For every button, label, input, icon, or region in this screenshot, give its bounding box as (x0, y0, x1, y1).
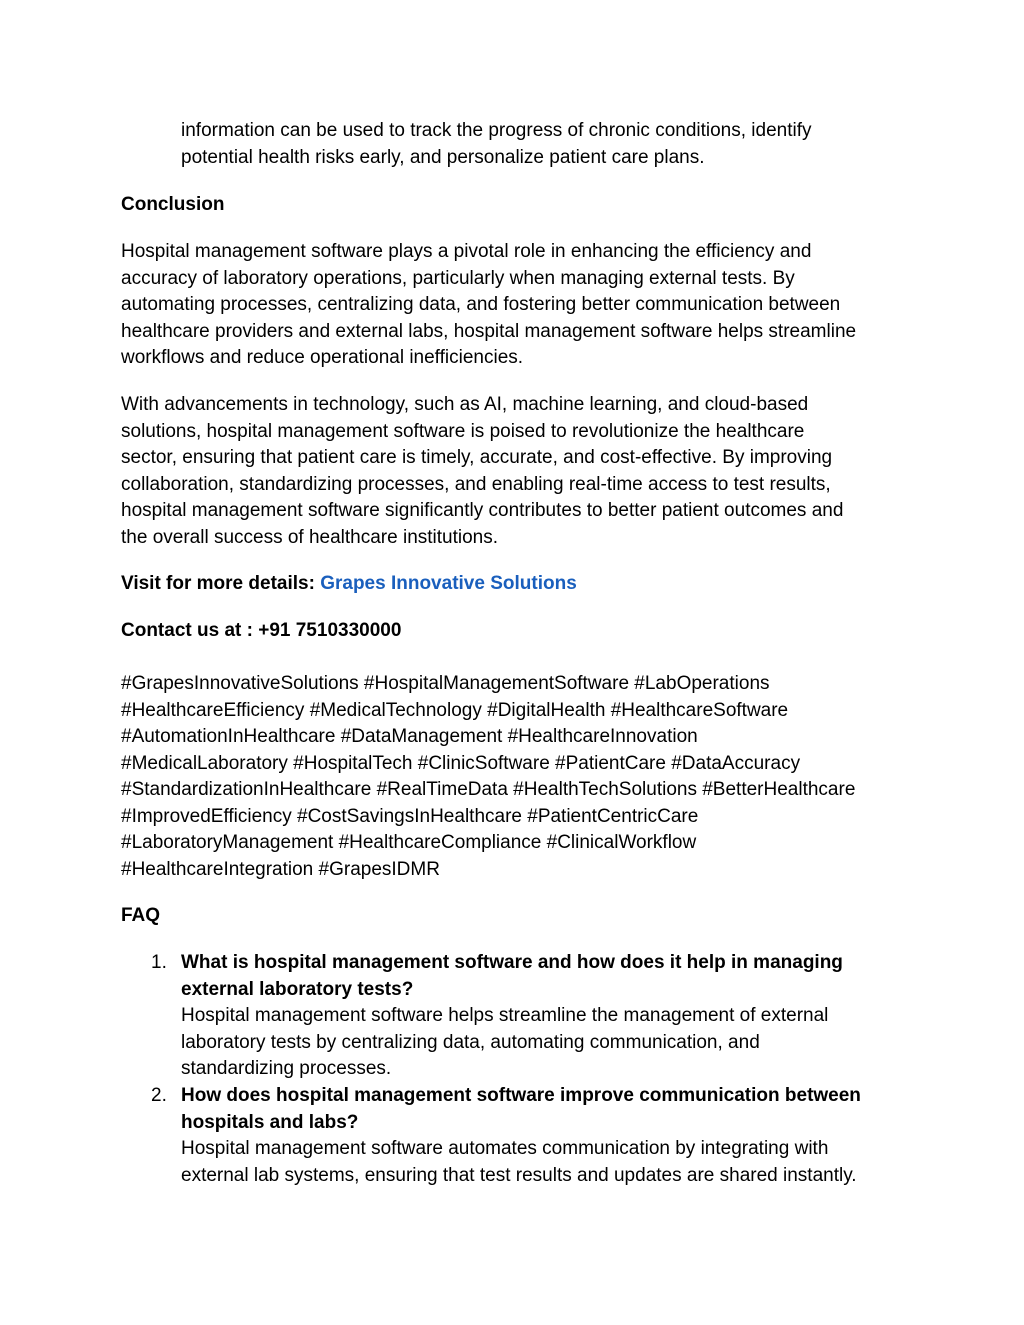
hashtag-line: #MedicalLaboratory #HospitalTech #ClinicSoftware #PatientCare #DataAccuracy (121, 752, 801, 774)
faq-answer-line: standardizing processes. (181, 1058, 392, 1079)
hashtag-line: #HealthcareIntegration #GrapesIDMR (121, 858, 440, 880)
faq-number: 1. (151, 952, 167, 973)
hashtag-line: #HealthcareEfficiency #MedicalTechnology #DigitalHealth #HealthcareSoftware (121, 699, 789, 721)
paragraph-line: workflows and reduce operational inefficiencies. (121, 347, 524, 368)
faq-answer-line: Hospital management software helps streamline the management of external (181, 1005, 829, 1026)
hashtag-line: #ImprovedEfficiency #CostSavingsInHealthcare #PatientCentricCare (121, 805, 699, 827)
document-page (121, 0, 911, 1325)
paragraph-line: With advancements in technology, such as AI, machine learning, and cloud-based (121, 394, 809, 415)
hashtags-block (121, 671, 911, 883)
faq-question-line: What is hospital management software and how does it help in managing (181, 952, 843, 973)
contact-line: Contact us at : +91 7510330000 (121, 620, 402, 641)
faq-question-line: external laboratory tests? (181, 978, 414, 1000)
conclusion-paragraph-2 (121, 392, 911, 551)
faq-number: 2. (151, 1085, 167, 1106)
paragraph-line: healthcare providers and external labs, hospital management software helps streamline (121, 320, 857, 342)
conclusion-heading: Conclusion (121, 194, 225, 215)
conclusion-paragraph-1 (121, 239, 911, 372)
paragraph-line: sector, ensuring that patient care is timely, accurate, and cost-effective. By improving (121, 447, 833, 468)
intro-line: information can be used to track the progress of chronic conditions, identify (181, 120, 812, 141)
intro-continuation (181, 118, 911, 171)
paragraph-line: solutions, hospital management software is poised to revolutionize the healthcare (121, 420, 805, 442)
paragraph-line: automating processes, centralizing data, and fostering better communication between (121, 294, 841, 315)
faq-answer-line: external lab systems, ensuring that test results and updates are shared instantly. (181, 1164, 857, 1186)
hashtag-line: #GrapesInnovativeSolutions #HospitalManagementSoftware #LabOperations (121, 673, 770, 694)
faq-question-line: hospitals and labs? (181, 1111, 359, 1133)
paragraph-line: the overall success of healthcare institutions. (121, 526, 499, 548)
intro-line: potential health risks early, and personalize patient care plans. (181, 146, 705, 168)
faq-heading: FAQ (121, 905, 161, 926)
visit-label: Visit for more details: (121, 573, 321, 594)
hashtag-line: #LaboratoryManagement #HealthcareCompliance #ClinicalWorkflow (121, 832, 697, 853)
faq-answer-line: laboratory tests by centralizing data, automating communication, and (181, 1031, 760, 1053)
paragraph-line: Hospital management software plays a pivotal role in enhancing the efficiency and (121, 241, 812, 262)
faq-question-line: How does hospital management software improve communication between (181, 1085, 861, 1106)
visit-line (121, 571, 911, 598)
hashtag-line: #AutomationInHealthcare #DataManagement #HealthcareInnovation (121, 726, 698, 747)
paragraph-line: accuracy of laboratory operations, particularly when managing external tests. By (121, 267, 795, 289)
grapes-innovative-solutions-link[interactable]: Grapes Innovative Solutions (320, 573, 577, 594)
paragraph-line: collaboration, standardizing processes, and enabling real-time access to test results, (121, 473, 831, 495)
faq-body (181, 1083, 911, 1189)
paragraph-line: hospital management software significantly contributes to better patient outcomes and (121, 500, 844, 521)
faq-body (181, 950, 911, 1083)
hashtag-line: #StandardizationInHealthcare #RealTimeData #HealthTechSolutions #BetterHealthcare (121, 779, 856, 800)
faq-answer-line: Hospital management software automates communication by integrating with (181, 1138, 829, 1159)
